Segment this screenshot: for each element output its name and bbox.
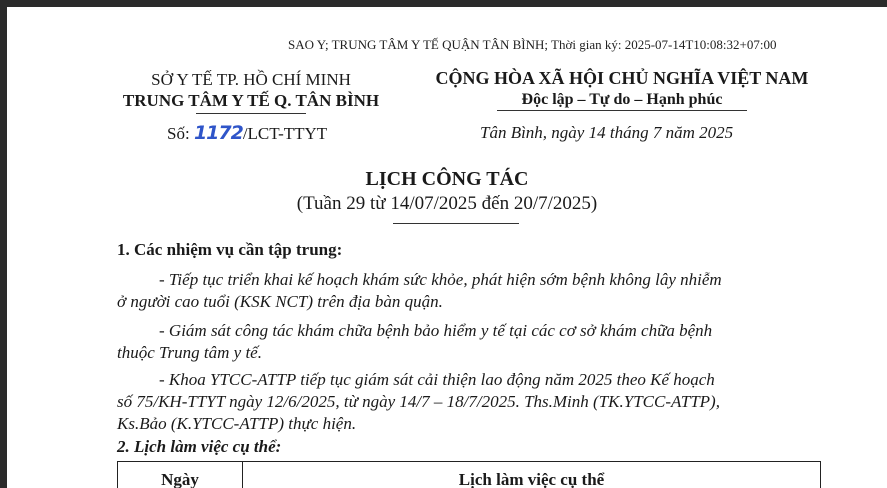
national-header [417,67,827,111]
document-number-handwritten: 1172 [193,122,243,144]
issuer-block [107,69,395,114]
schedule-table [117,461,821,488]
issuer-underline [196,113,306,114]
national-motto: Độc lập – Tự do – Hạnh phúc [521,91,723,108]
table-header-day: Ngày [118,462,243,488]
task-3-line-1: - Khoa YTCC-ATTP tiếp tục giám sát cải thiện lao động năm 2025 theo Kế hoạch [159,370,715,389]
signature-stamp: SAO Y; TRUNG TÂM Y TẾ QUẬN TÂN BÌNH; Thời gian ký: 2025-07-14T10:08:32+07:00 [288,37,777,52]
task-3-line-3: Ks.Bảo (K.YTCC-ATTP) thực hiện. [117,414,357,433]
section-2-heading: 2. Lịch làm việc cụ thể: [117,437,282,456]
task-2-line-2: thuộc Trung tâm y tế. [117,343,262,362]
parent-organization: SỞ Y TẾ TP. HỒ CHÍ MINH [151,70,351,89]
nation-title: CỘNG HÒA XÃ HỘI CHỦ NGHĨA VIỆT NAM [435,68,809,88]
document-subtitle: (Tuần 29 từ 14/07/2025 đến 20/7/2025) [296,193,598,214]
task-1-line-1: - Tiếp tục triển khai kế hoạch khám sức khỏe, phát hiện sớm bệnh không lây nhiễm [159,270,722,289]
task-1-line-2: ở người cao tuổi (KSK NCT) trên địa bàn quận. [117,292,443,311]
document-number-suffix: /LCT-TTYT [242,124,328,143]
section-1-heading: 1. Các nhiệm vụ cần tập trung: [117,240,343,259]
place-and-date: Tân Bình, ngày 14 tháng 7 năm 2025 [480,123,734,142]
document-number-prefix: Số: [167,124,194,143]
document-title: LỊCH CÔNG TÁC [365,168,529,190]
task-2-line-1: - Giám sát công tác khám chữa bệnh bảo hiểm y tế tại các cơ sở khám chữa bệnh [159,321,713,340]
document-number [167,122,327,144]
title-underline [393,223,519,224]
task-3-line-2: số 75/KH-TTYT ngày 12/6/2025, từ ngày 14/7 – 18/7/2025. Ths.Minh (TK.YTCC-ATTP), [117,392,720,411]
motto-underline [497,110,747,111]
issuing-organization: TRUNG TÂM Y TẾ Q. TÂN BÌNH [122,91,380,110]
document-page [7,7,887,488]
table-header-schedule: Lịch làm việc cụ thể [458,470,605,488]
